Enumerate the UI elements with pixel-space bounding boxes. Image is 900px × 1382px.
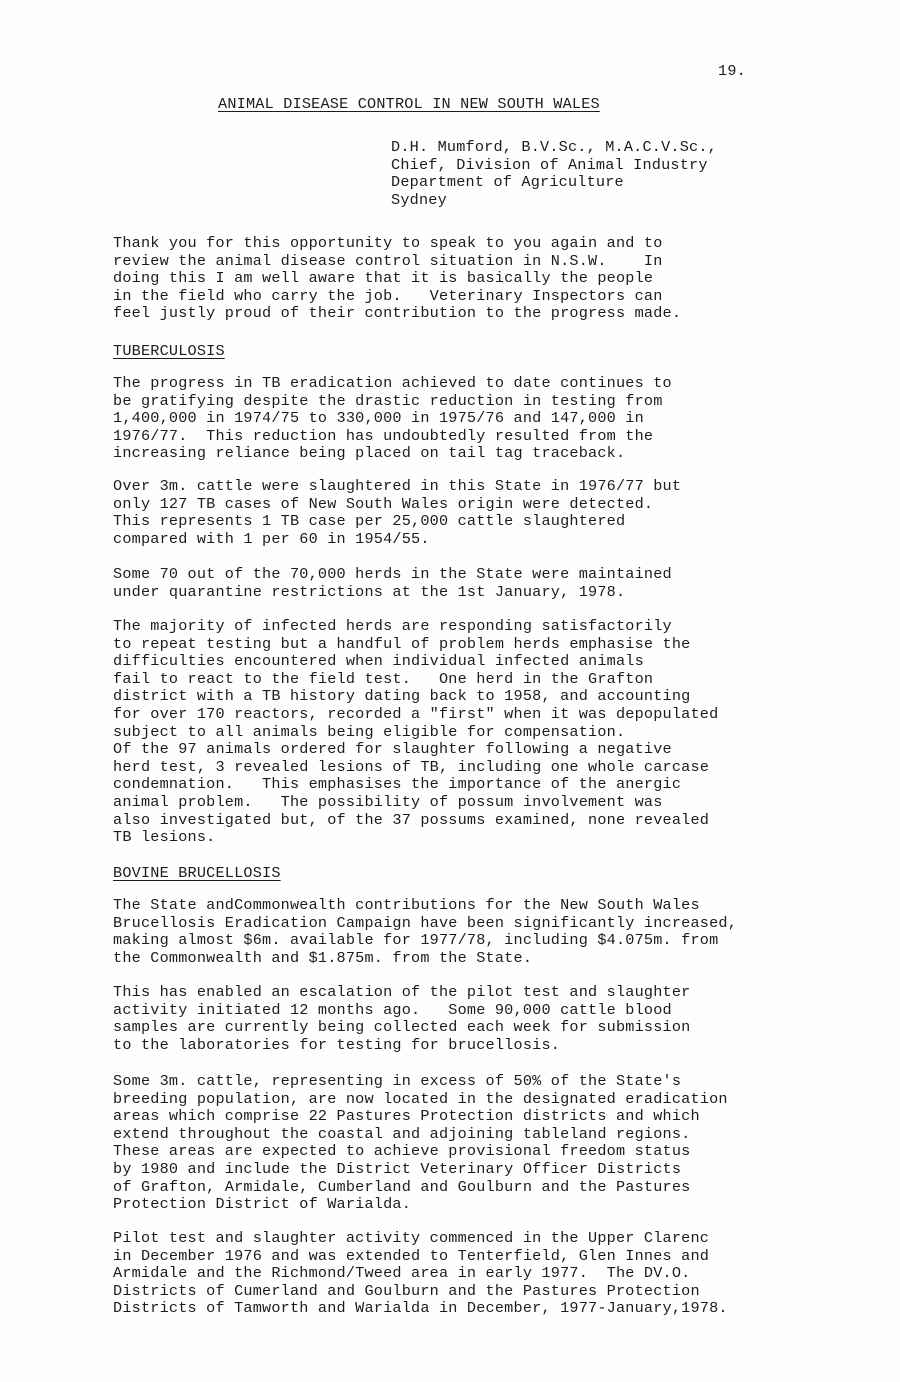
text-line: also investigated but, of the 37 possums examined, none revealed	[113, 810, 710, 829]
text-line: Some 3m. cattle, representing in excess of 50% of the State's	[113, 1072, 682, 1090]
text-line: extend throughout the coastal and adjoining tableland regions.	[113, 1124, 691, 1143]
text-line: doing this I am well aware that it is basically the people	[113, 269, 654, 288]
text-line: district with a TB history dating back to 1958, and accounting	[113, 687, 691, 706]
text-line: the Commonwealth and $1.875m. from the State.	[113, 948, 533, 967]
text-line: Armidale and the Richmond/Tweed area in early 1977. The DV.O.	[113, 1264, 691, 1283]
text-line: TB lesions.	[113, 828, 216, 847]
brucellosis-paragraph-3	[113, 1073, 728, 1214]
text-line: to repeat testing but a handful of problem herds emphasise the	[113, 634, 691, 653]
text-line: only 127 TB cases of New South Wales origin were detected.	[113, 494, 654, 513]
text-line: Districts of Tamworth and Warialda in December, 1977-January,1978.	[113, 1299, 728, 1318]
tb-paragraph-4	[113, 618, 718, 847]
text-line: breeding population, are now located in the designated eradication	[113, 1089, 728, 1108]
author-location: Sydney	[391, 190, 447, 209]
text-line: Protection District of Warialda.	[113, 1195, 412, 1214]
text-line: fail to react to the field test. One herd in the Grafton	[113, 669, 654, 688]
text-line: compared with 1 per 60 in 1954/55.	[113, 529, 430, 548]
text-line: making almost $6m. available for 1977/78, including $4.075m. from	[113, 931, 719, 950]
author-name: D.H. Mumford, B.V.Sc., M.A.C.V.Sc.,	[391, 138, 717, 156]
text-line: activity initiated 12 months ago. Some 90,000 cattle blood	[113, 1000, 672, 1019]
text-line: The State andCommonwealth contributions for the New South Wales	[113, 896, 700, 914]
text-line: This has enabled an escalation of the pilot test and slaughter	[113, 983, 691, 1001]
text-line: by 1980 and include the District Veterinary Officer Districts	[113, 1159, 682, 1178]
text-line: review the animal disease control situation in N.S.W. In	[113, 251, 663, 270]
text-line: in December 1976 and was extended to Tenterfield, Glen Innes and	[113, 1246, 710, 1265]
text-line: This represents 1 TB case per 25,000 cattle slaughtered	[113, 512, 626, 531]
text-line: to the laboratories for testing for brucellosis.	[113, 1035, 561, 1054]
text-line: in the field who carry the job. Veterinary Inspectors can	[113, 286, 663, 305]
text-line: The majority of infected herds are responding satisfactorily	[113, 617, 672, 635]
tb-paragraph-3	[113, 566, 672, 601]
text-line: increasing reliance being placed on tail tag traceback.	[113, 444, 626, 463]
text-line: under quarantine restrictions at the 1st January, 1978.	[113, 582, 626, 601]
text-line: animal problem. The possibility of possum involvement was	[113, 792, 663, 811]
page-number: 19.	[718, 62, 746, 80]
text-line: Brucellosis Eradication Campaign have been significantly increased,	[113, 913, 738, 932]
author-position: Chief, Division of Animal Industry	[391, 155, 708, 174]
author-department: Department of Agriculture	[391, 173, 624, 192]
text-line: samples are currently being collected each week for submission	[113, 1018, 691, 1037]
tb-paragraph-2	[113, 478, 681, 548]
text-line: feel justly proud of their contribution to the progress made.	[113, 304, 682, 323]
text-line: The progress in TB eradication achieved to date continues to	[113, 374, 672, 392]
text-line: Pilot test and slaughter activity commenced in the Upper Clarenc	[113, 1229, 710, 1247]
text-line: Of the 97 animals ordered for slaughter following a negative	[113, 740, 672, 759]
text-line: 1,400,000 in 1974/75 to 330,000 in 1975/76 and 147,000 in	[113, 409, 644, 428]
text-line: for over 170 reactors, recorded a "first" when it was depopulated	[113, 704, 719, 723]
text-line: herd test, 3 revealed lesions of TB, including one whole carcase	[113, 757, 710, 776]
text-line: difficulties encountered when individual infected animals	[113, 652, 644, 671]
text-line: 1976/77. This reduction has undoubtedly resulted from the	[113, 426, 654, 445]
text-line: subject to all animals being eligible for compensation.	[113, 722, 626, 741]
text-line: Districts of Cumerland and Goulburn and the Pastures Protection	[113, 1281, 700, 1300]
text-line: Over 3m. cattle were slaughtered in this State in 1976/77 but	[113, 477, 682, 495]
section-heading-tuberculosis: TUBERCULOSIS	[113, 342, 225, 360]
text-line: condemnation. This emphasises the importance of the anergic	[113, 775, 682, 794]
text-line: areas which comprise 22 Pastures Protection districts and which	[113, 1107, 700, 1126]
tb-paragraph-1	[113, 375, 672, 463]
text-line: of Grafton, Armidale, Cumberland and Goulburn and the Pastures	[113, 1177, 691, 1196]
brucellosis-paragraph-4	[113, 1230, 728, 1318]
brucellosis-paragraph-1	[113, 897, 737, 967]
author-block	[391, 139, 717, 209]
document-title: ANIMAL DISEASE CONTROL IN NEW SOUTH WALES	[218, 95, 600, 113]
text-line: be gratifying despite the drastic reduction in testing from	[113, 391, 663, 410]
text-line: These areas are expected to achieve provisional freedom status	[113, 1142, 691, 1161]
section-heading-bovine-brucellosis: BOVINE BRUCELLOSIS	[113, 864, 281, 882]
text-line: Thank you for this opportunity to speak to you again and to	[113, 234, 663, 252]
text-line: Some 70 out of the 70,000 herds in the State were maintained	[113, 565, 672, 583]
brucellosis-paragraph-2	[113, 984, 690, 1054]
intro-paragraph	[113, 235, 681, 323]
